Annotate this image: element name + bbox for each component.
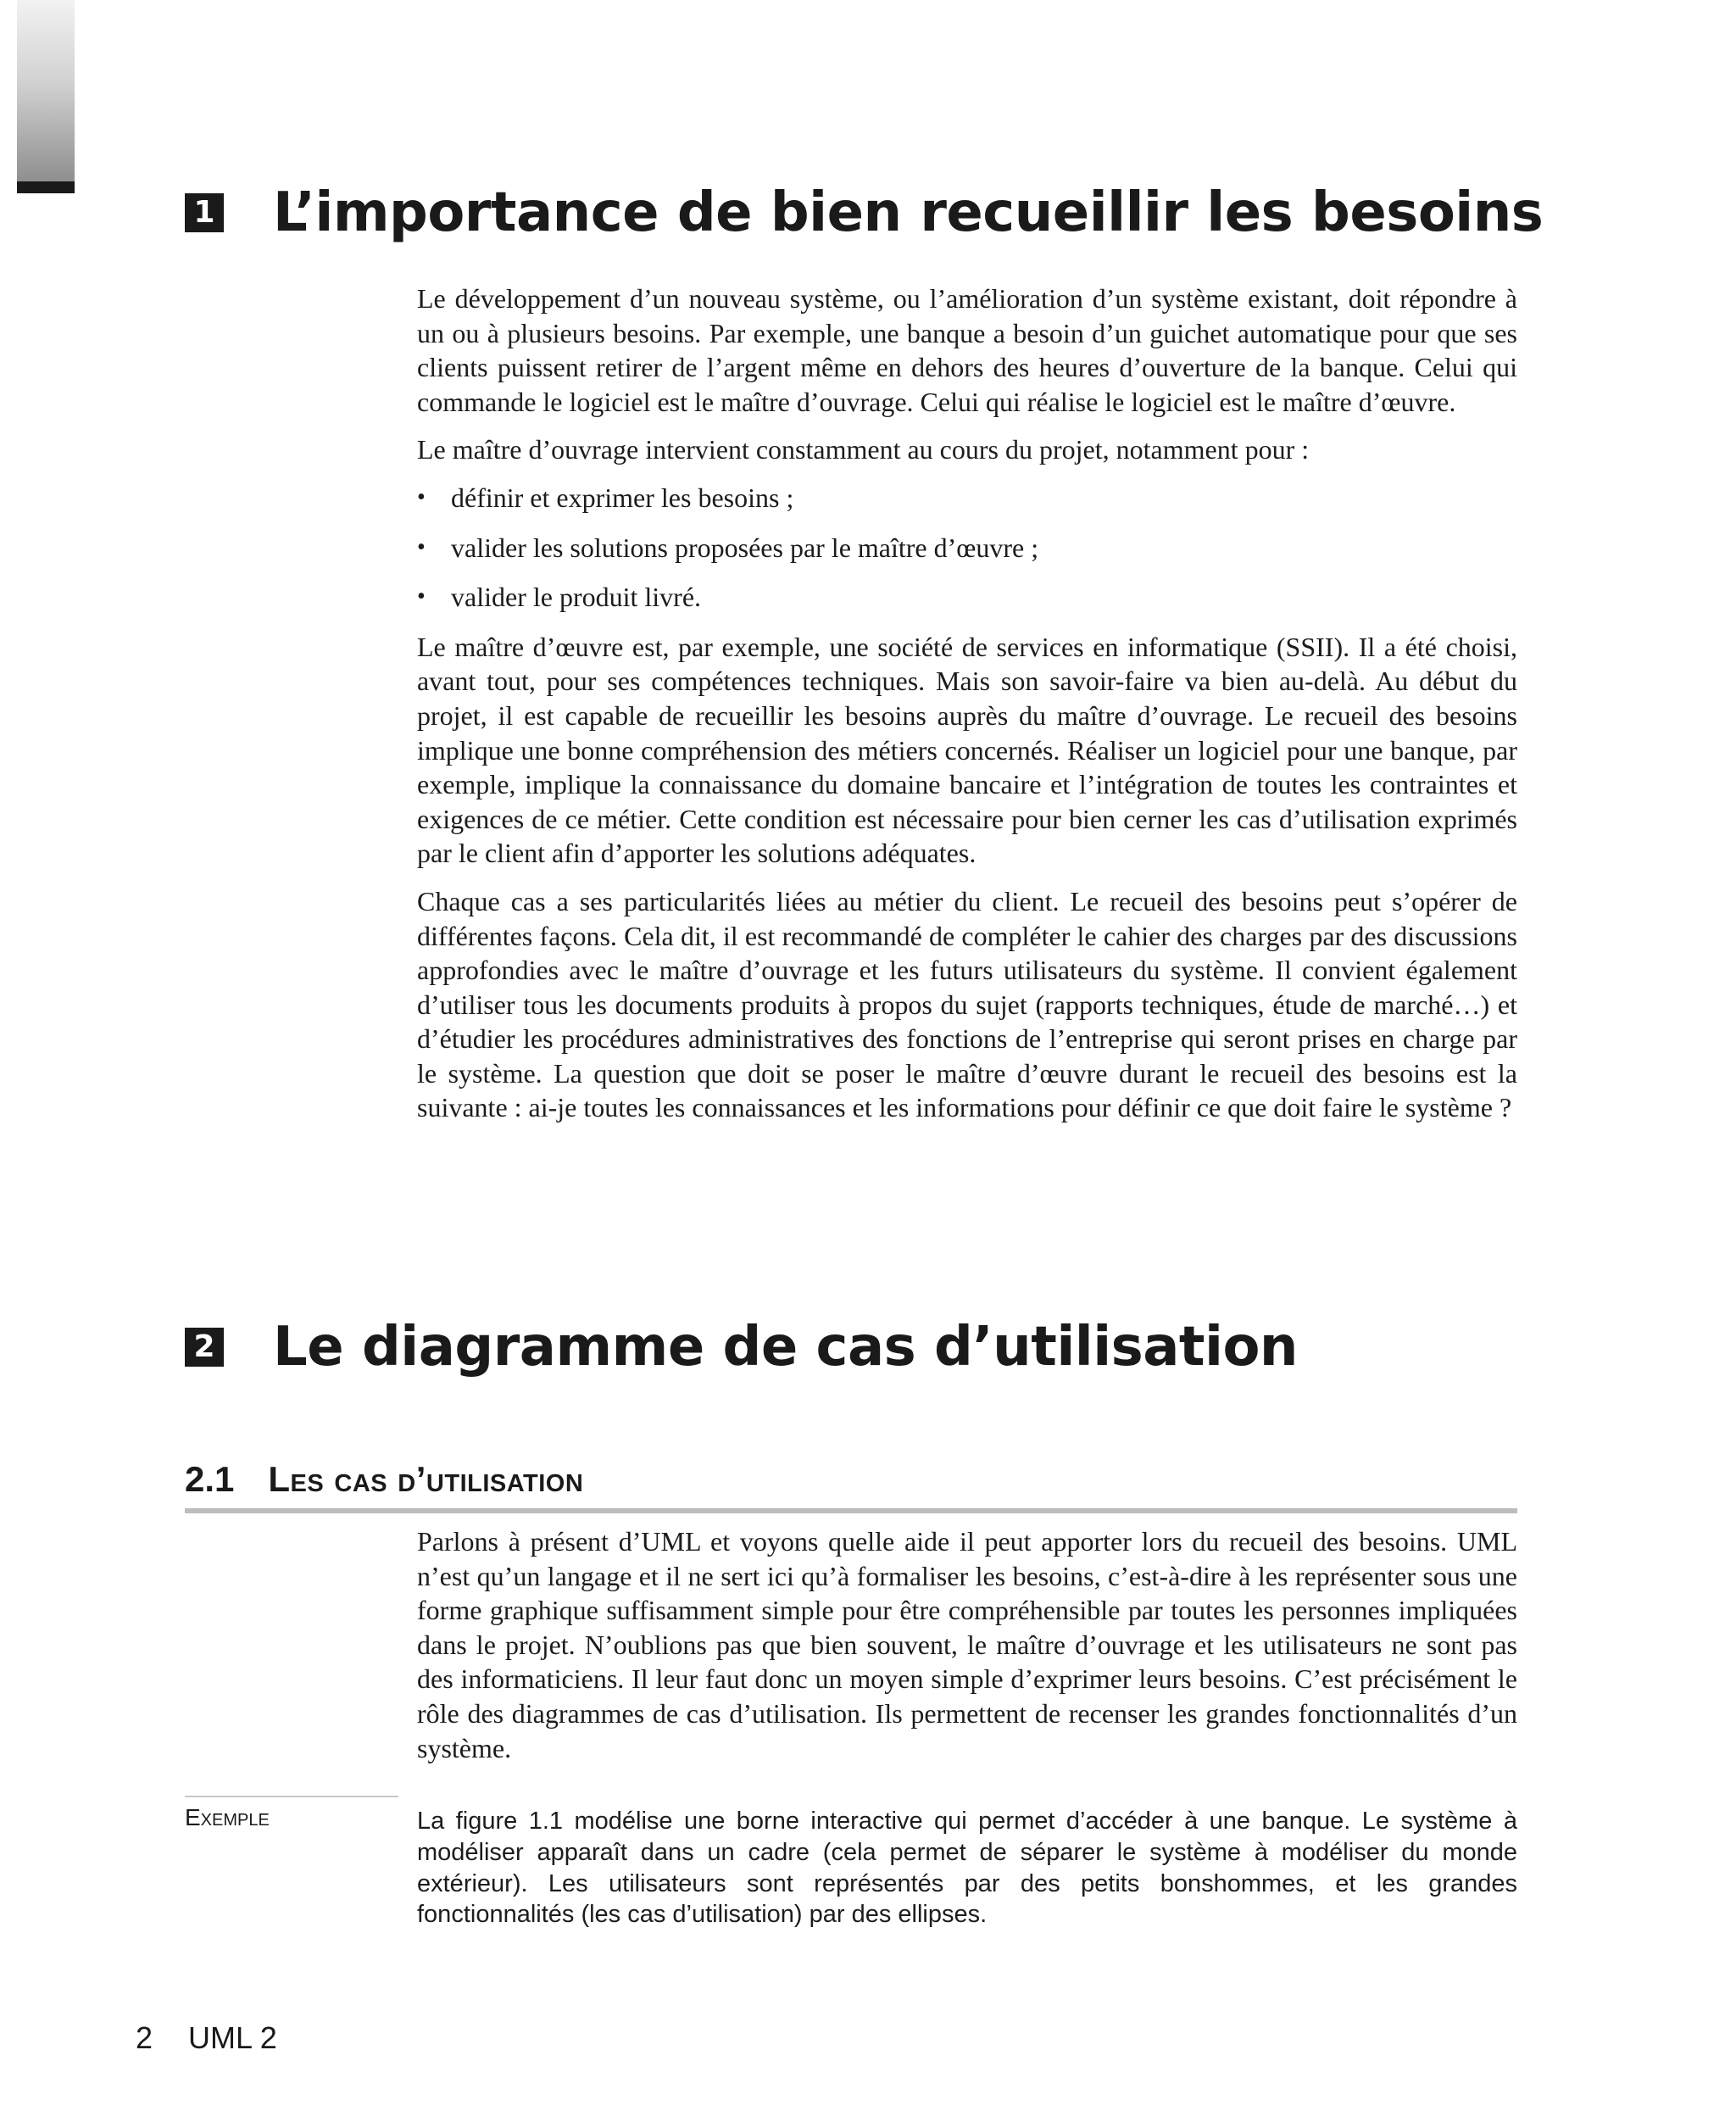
section-1-paragraph-3: Le maître d’œuvre est, par exemple, une société de services en informatique (SSII). Il a été choisi, avant tout, pour ses compétences techniques. Mais son savoir-faire va bien au-delà. Au début du projet, il est capable de recueillir les besoins auprès du maître d’ouvrage. Le recueil des besoins implique une bonne compréhension des métiers concernés. Réaliser un logiciel pour une banque, par exemple, implique la connaissance du domaine bancaire et l’intégration de toutes les contraintes et exigences de ce métier. Cette condition est nécessaire pour bien cerner les cas d’utilisation exprimés par le client afin d’apporter les solutions adéquates. [417, 631, 1517, 869]
section-2-number-box: 2 [185, 1328, 224, 1367]
book-title: UML 2 [188, 2020, 277, 2055]
list-item: • définir et exprimer les besoins ; [417, 481, 1517, 515]
subsection-heading [185, 1454, 1517, 1513]
section-1-bullet-list [417, 481, 1517, 615]
page-corner-tab [17, 0, 75, 181]
subsection-number: 2.1 [185, 1458, 235, 1499]
section-2-heading [185, 1316, 1298, 1379]
section-1-body [417, 281, 1517, 1139]
section-1-list-intro: Le maître d’ouvrage intervient constamment au cours du projet, notamment pour : [417, 434, 1310, 465]
example-body [417, 1806, 1517, 1930]
section-2-title: Le diagramme de cas d’utilisation [273, 1316, 1298, 1379]
list-item: • valider les solutions proposées par le maître d’œuvre ; [417, 531, 1517, 565]
section-1-title: L’importance de bien recueillir les besoins [273, 181, 1544, 244]
example-label: Exemple [185, 1804, 270, 1830]
subsection-title: Les cas d’utilisation [268, 1458, 584, 1499]
subsection-paragraph: Parlons à présent d’UML et voyons quelle aide il peut apporter lors du recueil des besoins. UML n’est qu’un langage et il ne sert ici qu’à formaliser les besoins, c’est-à-dire à les représenter sous une forme graphique suffisamment simple pour être compréhensible par toutes les personnes impliquées dans le projet. N’oublions pas que bien souvent, le maître d’ouvrage et les utilisateurs ne sont pas des informaticiens. Il leur faut donc un moyen simple d’exprimer leurs besoins. C’est précisément le rôle des diagrammes de cas d’utilisation. Ils permettent de recenser les grandes fonctionnalités d’un système. [417, 1526, 1517, 1763]
subsection-body [417, 1524, 1517, 1779]
section-1-number-box: 1 [185, 193, 224, 232]
list-item: • valider le produit livré. [417, 580, 1517, 615]
example-text: La figure 1.1 modélise une borne interactive qui permet d’accéder à une banque. Le système à modéliser apparaît dans un cadre (cela permet de séparer le système à modéliser du monde extérieur). Les utilisateurs sont représentés par des petits bonshommes, et les grandes fonctionnalités (les cas d’utilisation) par des ellipses. [417, 1808, 1517, 1929]
page-corner-tab-base [17, 181, 75, 193]
page-footer [136, 2020, 277, 2056]
page-number: 2 [136, 2020, 153, 2055]
section-1-paragraph-4: Chaque cas a ses particularités liées au métier du client. Le recueil des besoins peut s’opérer de différentes façons. Cela dit, il est recommandé de compléter le cahier des charges par des discussions approfondies avec le maître d’ouvrage et les futurs utilisateurs du système. Il convient également d’utiliser tous les documents produits à propos du sujet (rapports techniques, étude de marché…) et d’étudier les procédures administratives des fonctions de l’entreprise qui seront prises en charge par le système. La question que doit se poser le maître d’œuvre durant le recueil des besoins est la suivante : ai-je toutes les connaissances et les informations pour définir ce que doit faire le système ? [417, 885, 1517, 1123]
section-1-intro-paragraph: Le développement d’un nouveau système, ou l’amélioration d’un système existant, doit répondre à un ou à plusieurs besoins. Par exemple, une banque a besoin d’un guichet automatique pour que ses clients puissent retirer de l’argent même en dehors des heures d’ouverture de la banque. Celui qui commande le logiciel est le maître d’ouvrage. Celui qui réalise le logiciel est le maître d’œuvre. [417, 283, 1517, 417]
example-divider [185, 1796, 398, 1797]
section-1-heading [185, 181, 1543, 244]
